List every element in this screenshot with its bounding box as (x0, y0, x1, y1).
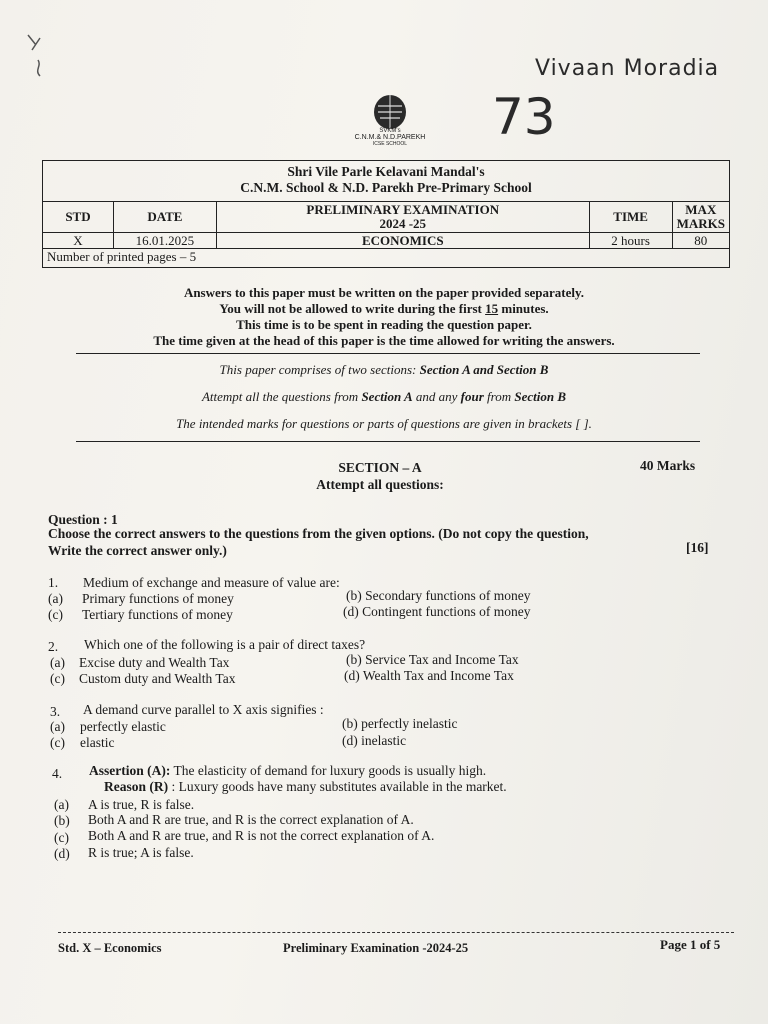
student-name: Vivaan Moradia (535, 56, 720, 81)
col-time: TIME (589, 202, 672, 233)
option-b: (b) Secondary functions of money (346, 588, 531, 603)
question-instruction-2: Write the correct answer only.) (48, 543, 227, 558)
option-a-text: perfectly elastic (80, 719, 166, 734)
option-c: (c) (54, 830, 69, 845)
item-1-text: Medium of exchange and measure of value are: (83, 575, 340, 590)
option-a: (a) (50, 655, 65, 670)
question-instruction-1: Choose the correct answers to the questions from the given options. (Do not copy the question, (48, 526, 589, 541)
std-value: X (43, 233, 114, 249)
option-d-text: R is true; A is false. (88, 845, 194, 860)
item-1-number: 1. (48, 575, 59, 590)
instruction-marks: The intended marks for questions or parts of questions are given in brackets [ ]. (176, 416, 592, 431)
page-number: Page 1 of 5 (660, 937, 721, 952)
option-a: (a) (50, 719, 65, 734)
option-d: (d) inelastic (342, 733, 407, 748)
option-a-text: Primary functions of money (82, 591, 234, 606)
printed-pages: Number of printed pages – 5 (43, 249, 730, 265)
divider (76, 441, 700, 442)
instruction-sections: This paper comprises of two sections: Section A and Section B (219, 362, 549, 377)
option-c: (c) (50, 671, 65, 686)
item-4-number: 4. (52, 766, 63, 781)
option-a-text: A is true, R is false. (88, 797, 195, 812)
header-table (42, 201, 730, 265)
time-value: 2 hours (589, 233, 672, 249)
item-2-number: 2. (48, 639, 59, 654)
footer-divider (58, 932, 734, 933)
item-4-reason: Reason (R) : Luxury goods have many substitutes available in the market. (104, 779, 507, 794)
option-d: (d) Wealth Tax and Income Tax (344, 668, 514, 683)
section-title: SECTION – A (338, 460, 422, 475)
col-std: STD (43, 202, 114, 233)
col-date: DATE (113, 202, 216, 233)
item-2-text: Which one of the following is a pair of direct taxes? (84, 637, 366, 652)
option-d: (d) (54, 846, 70, 861)
option-c-text: elastic (80, 735, 115, 750)
date-value: 16.01.2025 (113, 233, 216, 249)
item-3-text: A demand curve parallel to X axis signifies : (83, 702, 324, 717)
option-c-text: Tertiary functions of money (82, 607, 233, 622)
header-box (42, 160, 730, 268)
school-logo-text: SVKM's C.N.M.& N.D.PAREKH ICSE SCHOOL (354, 128, 426, 147)
option-b: (b) (54, 813, 70, 828)
section-marks: 40 Marks (640, 458, 696, 473)
option-c-text: Both A and R are true, and R is not the correct explanation of A. (88, 828, 435, 843)
option-b: (b) perfectly inelastic (342, 716, 458, 731)
instructions-block: Answers to this paper must be written on the paper provided separately. You will not be allowed to write during the first 15 minutes. This time is to be spent in reading the question paper. The time given at the head of this paper is the time allowed for writing the answers. (153, 285, 615, 348)
item-4-assertion: Assertion (A): The elasticity of demand for luxury goods is usually high. (89, 763, 487, 778)
org-name: Shri Vile Parle Kelavani Mandal's (287, 164, 485, 179)
instruction-attempt: Attempt all the questions from Section A and any four from Section B (201, 389, 567, 404)
option-c: (c) (48, 607, 63, 622)
subject-value: ECONOMICS (216, 233, 589, 249)
col-exam: PRELIMINARY EXAMINATION 2024 -25 (216, 202, 589, 233)
divider (76, 353, 700, 354)
question-label: Question : 1 (48, 512, 118, 527)
option-d: (d) Contingent functions of money (343, 604, 531, 619)
question-marks: [16] (686, 540, 709, 555)
footer-center: Preliminary Examination -2024-25 (283, 941, 469, 955)
footer-left: Std. X – Economics (58, 941, 162, 955)
option-a-text: Excise duty and Wealth Tax (79, 655, 230, 670)
option-c-text: Custom duty and Wealth Tax (79, 671, 236, 686)
option-a: (a) (54, 797, 69, 812)
score: 73 (492, 88, 556, 146)
option-a: (a) (48, 591, 63, 606)
option-c: (c) (50, 735, 65, 750)
marks-value: 80 (672, 233, 729, 249)
option-b-text: Both A and R are true, and R is the correct explanation of A. (88, 812, 414, 827)
school-name: C.N.M. School & N.D. Parekh Pre-Primary School (240, 180, 532, 195)
col-max-marks: MAX MARKS (672, 202, 729, 233)
section-subtitle: Attempt all questions: (316, 477, 444, 492)
option-b: (b) Service Tax and Income Tax (346, 652, 519, 667)
item-3-number: 3. (50, 704, 61, 719)
margin-scribble (18, 30, 58, 80)
school-logo-icon (370, 92, 410, 130)
